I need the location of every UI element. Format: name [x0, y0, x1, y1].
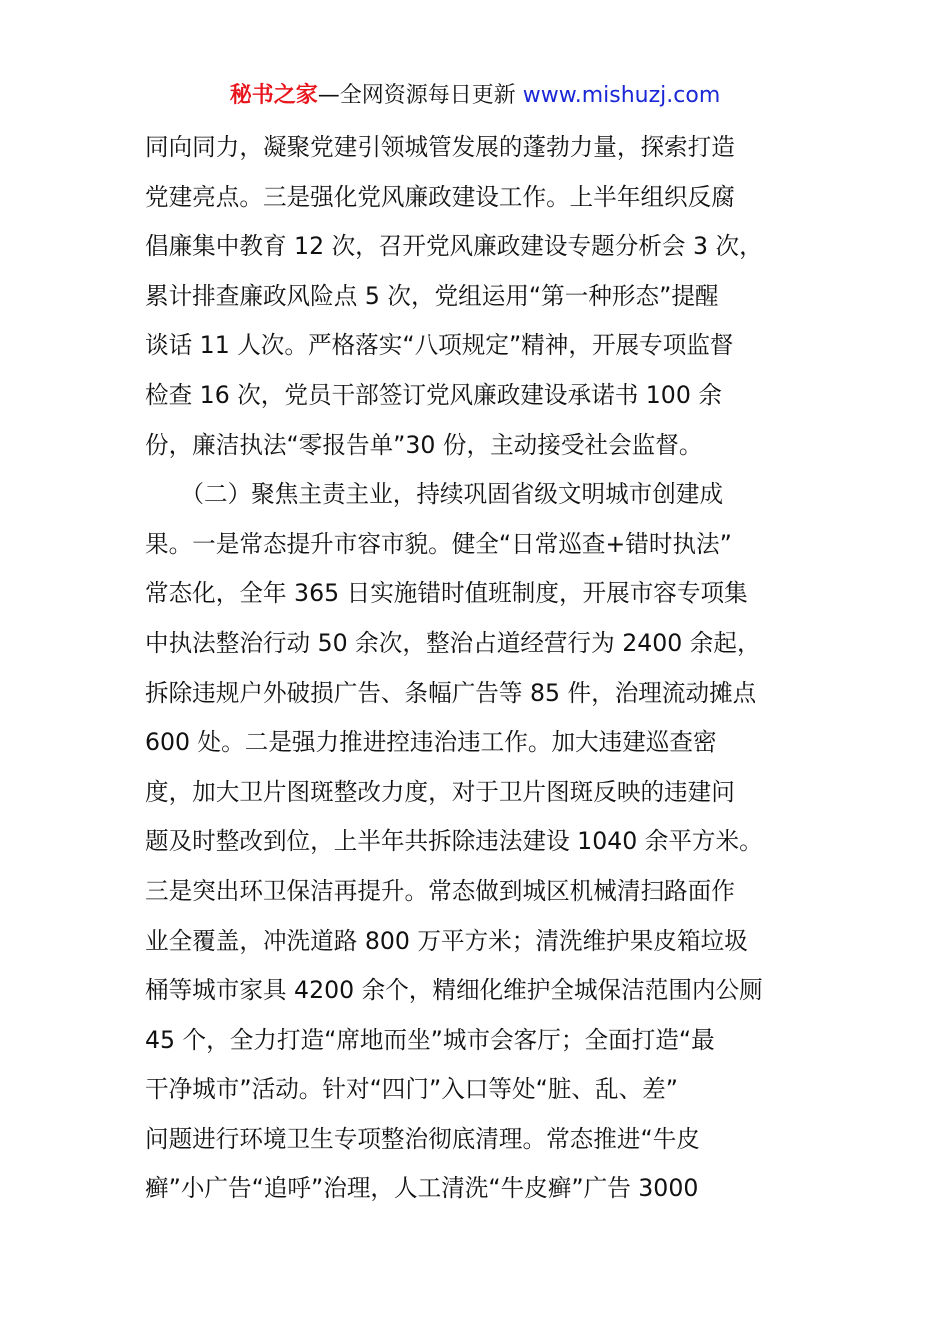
text-line: 累计排查廉政风险点 5 次，党组运用“第一种形态”提醒 [145, 281, 719, 310]
text-line: 题及时整改到位，上半年共拆除违法建设 1040 余平方米。 [145, 827, 763, 856]
text-line: 倡廉集中教育 12 次，召开党风廉政建设专题分析会 3 次， [145, 232, 763, 261]
text-line: 常态化，全年 365 日实施错时值班制度，开展市容专项集 [145, 579, 748, 608]
site-url[interactable]: www.mishuzj.com [522, 83, 721, 108]
page-header [0, 80, 950, 112]
text-line: 拆除违规户外破损广告、条幅广告等 85 件，治理流动摊点 [145, 678, 757, 707]
text-line: 癣”小广告“追呼”治理，人工清洗“牛皮癣”广告 3000 [145, 1174, 699, 1203]
text-line: 份，廉洁执法“零报告单”30 份，主动接受社会监督。 [145, 430, 703, 459]
text-line: 检查 16 次，党员干部签订党风廉政建设承诺书 100 余 [145, 380, 722, 409]
text-line: 果。一是常态提升市容市貌。健全“日常巡查+错时执法” [145, 529, 732, 558]
text-line: 同向同力，凝聚党建引领城管发展的蓬勃力量，探索打造 [145, 133, 735, 161]
text-line: 桶等城市家具 4200 余个，精细化维护全城保洁范围内公厕 [145, 976, 763, 1005]
brand-name: 秘书之家 [229, 83, 318, 108]
text-line: 党建亮点。三是强化党风廉政建设工作。上半年组织反腐 [145, 182, 735, 211]
text-line: （二）聚焦主责主业，持续巩固省级文明城市创建成 [145, 480, 724, 509]
text-line: 业全覆盖，冲洗道路 800 万平方米；清洗维护果皮箱垃圾 [145, 926, 748, 955]
text-line: 45 个，全力打造“席地而坐”城市会客厅；全面打造“最 [145, 1025, 715, 1054]
text-line: 中执法整治行动 50 余次，整治占道经营行为 2400 余起， [145, 628, 761, 657]
text-line: 干净城市”活动。针对“四门”入口等处“脏、乱、差” [145, 1075, 678, 1104]
document-body [145, 123, 810, 1214]
text-line: 三是突出环卫保洁再提升。常态做到城区机械清扫路面作 [145, 876, 735, 905]
text-line: 600 处。二是强力推进控违治违工作。加大违建巡查密 [145, 728, 717, 757]
header-tagline: —全网资源每日更新 [317, 83, 516, 108]
text-line: 度，加大卫片图斑整改力度，对于卫片图斑反映的违建问 [145, 777, 735, 806]
text-line: 问题进行环境卫生专项整治彻底清理。常态推进“牛皮 [145, 1124, 700, 1153]
text-line: 谈话 11 人次。严格落实“八项规定”精神，开展专项监督 [145, 331, 734, 360]
